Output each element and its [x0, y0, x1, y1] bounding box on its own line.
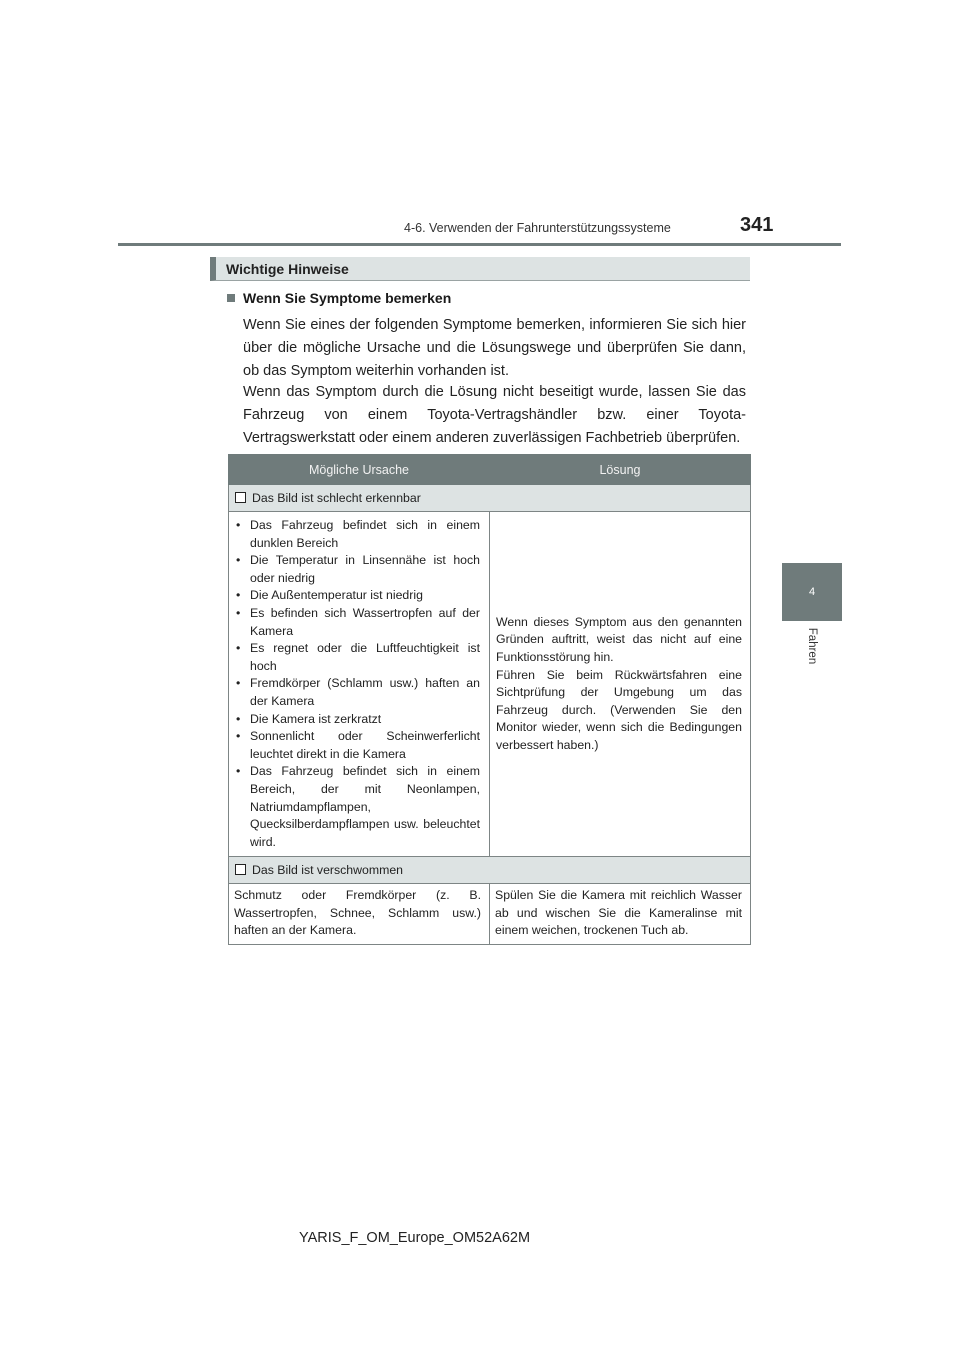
notice-box [210, 257, 750, 281]
chapter-tab [782, 563, 842, 621]
section-title: 4-6. Verwenden der Fahrunterstützungssysteme [404, 221, 671, 235]
sub-heading-text: Wenn Sie Symptome bemerken [243, 290, 452, 306]
list-item: • Es befinden sich Wassertropfen auf der Kamera [236, 605, 480, 640]
cause-cell [229, 512, 490, 857]
chapter-label: Fahren [806, 627, 818, 665]
notice-title: Wichtige Hinweise [226, 261, 349, 277]
list-item: • Sonnenlicht oder Scheinwerferlicht leuchtet direkt in die Kamera [236, 728, 480, 763]
checkbox-icon [235, 492, 246, 503]
column-header-solution: Lösung [490, 455, 751, 485]
symptom-table [228, 454, 751, 945]
group-title: Das Bild ist schlecht erkennbar [252, 491, 421, 505]
group-row-poor-image [229, 485, 751, 512]
square-bullet-icon [227, 294, 235, 302]
table-row [229, 512, 751, 857]
list-item: • Die Außentemperatur ist niedrig [236, 587, 480, 605]
cause-list [230, 513, 488, 855]
list-item: • Es regnet oder die Luftfeuchtigkeit ist hoch [236, 640, 480, 675]
header-divider [118, 243, 841, 246]
group-title: Das Bild ist verschwommen [252, 863, 404, 878]
list-item: • Fremdkörper (Schlamm usw.) haften an der Kamera [236, 675, 480, 710]
page-number: 341 [740, 214, 774, 236]
solution-text: Wenn dieses Symptom aus den genannten Gründen auftritt, weist das nicht auf eine Funktionsstörung hin. [496, 614, 742, 664]
list-item: • Das Fahrzeug befindet sich in einem Bereich, der mit Neonlampen, Natriumdampflampen, Quecksilberdampflampen usw. beleuchtet wird. [236, 763, 480, 851]
list-item: • Die Temperatur in Linsennähe ist hoch oder niedrig [236, 552, 480, 587]
table-row [229, 884, 751, 945]
cause-cell: Schmutz oder Fremdkörper (z. B. Wassertropfen, Schnee, Schlamm usw.) haften an der Kamera. [229, 884, 490, 945]
group-row-blurry-image [229, 857, 751, 884]
paragraph-intro: Wenn Sie eines der folgenden Symptome bemerken, informieren Sie sich hier über die mögliche Ursache und die Lösungswege und überprüfen Sie dann, ob das Symptom weiterhin vorhanden ist. [243, 317, 746, 379]
table-header-row [229, 455, 751, 485]
chapter-label-area [782, 622, 842, 670]
solution-text: Führen Sie beim Rückwärtsfahren eine Sichtprüfung der Umgebung um das Fahrzeug durch. (Verwenden Sie den Monitor wieder, wenn sich die Bedingungen verbessert haben.) [496, 667, 742, 752]
sub-heading [227, 290, 451, 306]
paragraph-dealer: Wenn das Symptom durch die Lösung nicht beseitigt wurde, lassen Sie das Fahrzeug von einem Toyota-Vertragshändler bzw. einer Toyota-Vertragswerkstatt oder einem anderen zuverlässigen Fachbetrieb überprüfen. [243, 384, 746, 446]
column-header-cause: Mögliche Ursache [229, 455, 490, 485]
checkbox-icon [235, 864, 246, 875]
solution-cell [490, 512, 751, 857]
document-code: YARIS_F_OM_Europe_OM52A62M [299, 1230, 531, 1246]
chapter-number: 4 [808, 586, 816, 598]
solution-cell: Spülen Sie die Kamera mit reichlich Wasser ab und wischen Sie die Kameralinse mit einem weichen, trockenen Tuch ab. [490, 884, 751, 945]
list-item: • Das Fahrzeug befindet sich in einem dunklen Bereich [236, 517, 480, 552]
list-item: • Die Kamera ist zerkratzt [236, 711, 480, 729]
